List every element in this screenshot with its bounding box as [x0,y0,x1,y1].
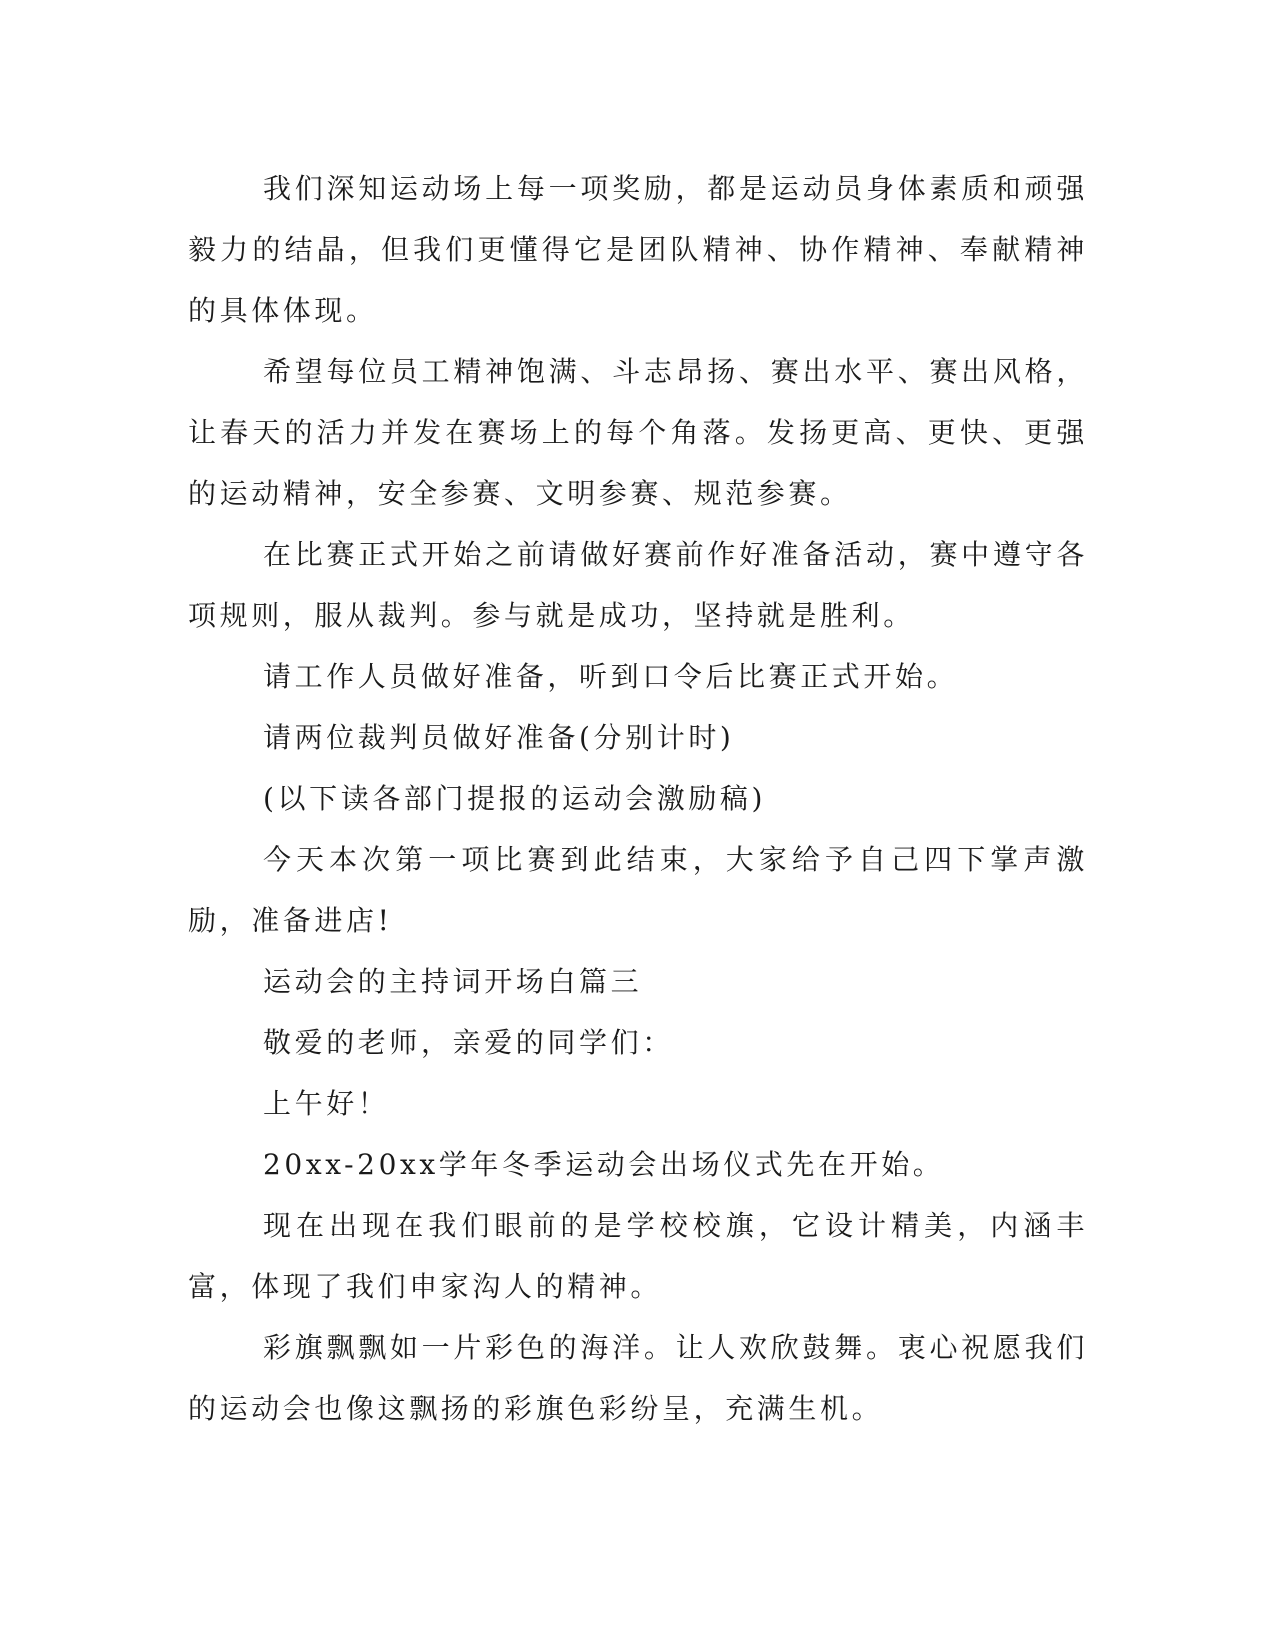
document-body [188,158,1088,1439]
paragraph: 我们深知运动场上每一项奖励，都是运动员身体素质和顽强毅力的结晶，但我们更懂得它是团队精神、协作精神、奉献精神的具体体现。 [188,172,1088,327]
paragraph: 希望每位员工精神饱满、斗志昂扬、赛出水平、赛出风格，让春天的活力并发在赛场上的每个角落。发扬更高、更快、更强的运动精神，安全参赛、文明参赛、规范参赛。 [188,355,1088,510]
paragraph: 在比赛正式开始之前请做好赛前作好准备活动，赛中遵守各项规则，服从裁判。参与就是成功，坚持就是胜利。 [188,538,1088,632]
paragraph: 20xx-20xx学年冬季运动会出场仪式先在开始。 [263,1148,945,1181]
section-heading: 运动会的主持词开场白篇三 [263,965,643,998]
paragraph: 请两位裁判员做好准备(分别计时) [263,721,735,754]
paragraph: 请工作人员做好准备，听到口令后比赛正式开始。 [263,660,959,693]
paragraph: 现在出现在我们眼前的是学校校旗，它设计精美，内涵丰富，体现了我们申家沟人的精神。 [188,1209,1088,1303]
greeting: 上午好！ [263,1087,390,1120]
salutation: 敬爱的老师，亲爱的同学们： [263,1026,674,1059]
paragraph: 彩旗飘飘如一片彩色的海洋。让人欢欣鼓舞。衷心祝愿我们的运动会也像这飘扬的彩旗色彩纷呈，充满生机。 [188,1331,1088,1425]
paragraph: (以下读各部门提报的运动会激励稿) [263,782,767,815]
paragraph: 今天本次第一项比赛到此结束，大家给予自己四下掌声激励，准备进店! [188,843,1088,937]
